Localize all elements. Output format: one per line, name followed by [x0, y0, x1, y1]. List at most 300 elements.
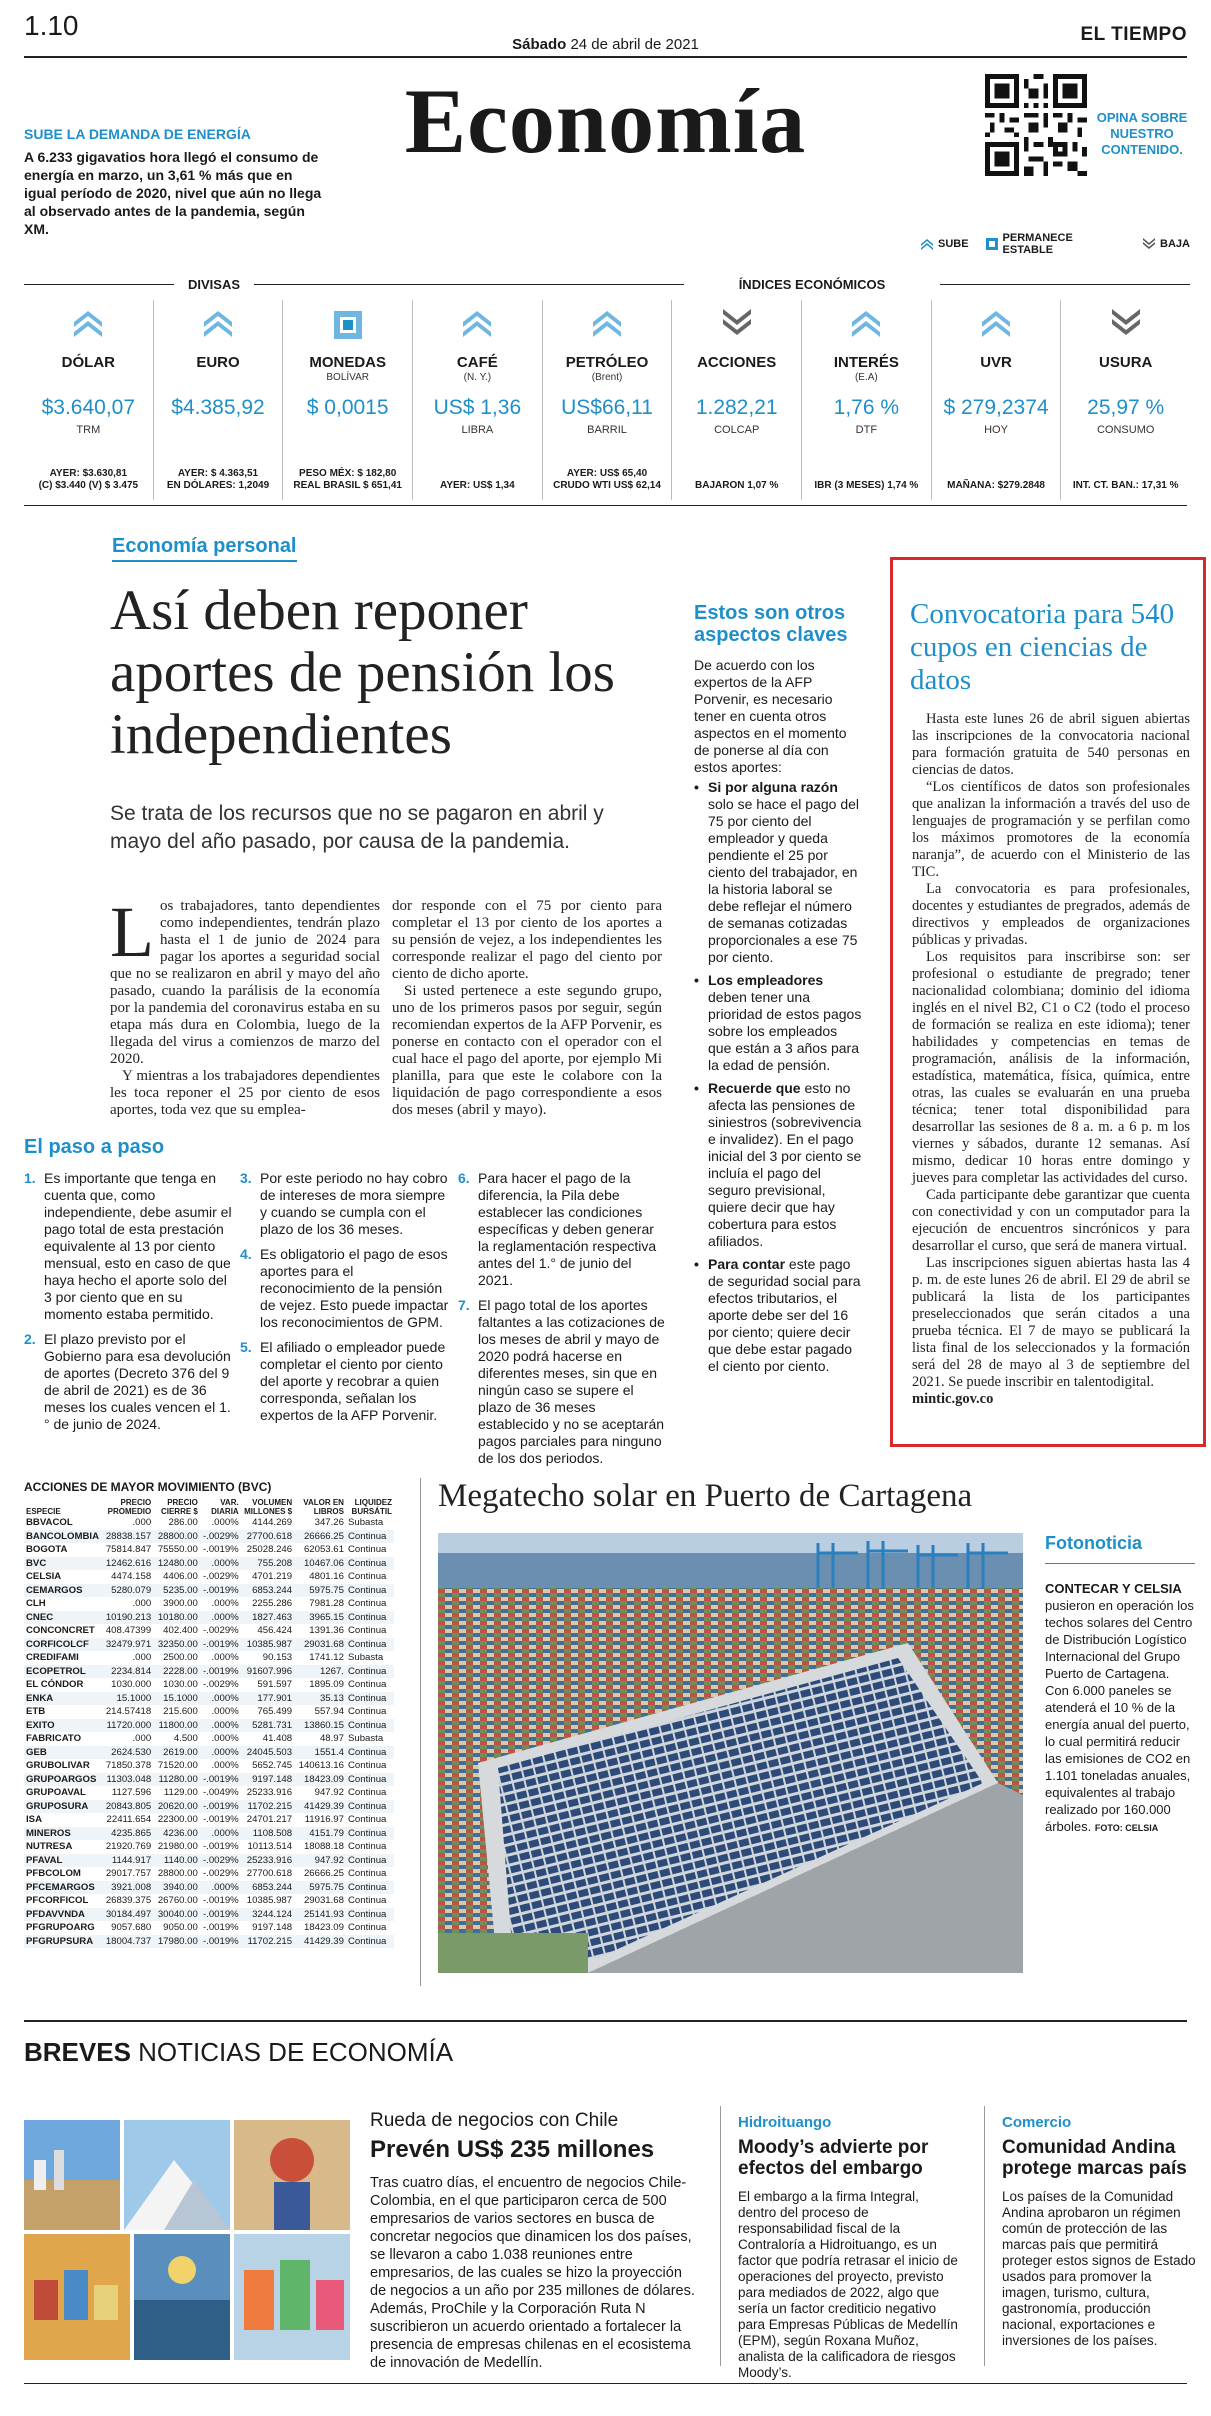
footer-rule: [24, 2383, 1187, 2384]
bvc-cell: 27700.618: [246, 1530, 293, 1542]
bvc-cell: 22411.654: [106, 1814, 152, 1825]
alert-body: A 6.233 gigavatios hora llegó el consumo de energía en marzo, un 3,61 % más que en igual período de 2020, nivel que aún no llega al observado antes de la pandemia, según XM.: [24, 149, 322, 237]
bvc-cell: ENKA: [26, 1692, 54, 1704]
step-number: 4.: [240, 1246, 252, 1262]
bvc-table-block: [24, 1480, 394, 1948]
bvc-cell: -.0049%: [202, 1787, 239, 1798]
steps-title: El paso a paso: [24, 1136, 165, 1158]
bvc-cell: 29017.757: [105, 1868, 152, 1879]
bvc-cell: 557.94: [314, 1706, 344, 1717]
indicator-footer: [543, 468, 672, 492]
indices-rule-right: [940, 284, 1190, 285]
indicator-sub: (Brent): [591, 372, 623, 383]
bvc-cell: -.0019%: [202, 1841, 239, 1852]
bvc-cell: 41429.39: [303, 1800, 344, 1812]
stable-icon: [985, 238, 999, 250]
table-row: [24, 1651, 394, 1665]
bvc-header-cell: VOLUMEN MILLONES $: [244, 1498, 293, 1516]
table-row: [24, 1570, 394, 1584]
bvc-cell: 20843.805: [105, 1800, 152, 1812]
bvc-cell: BANCOLOMBIA: [26, 1530, 100, 1542]
bvc-cell: CEMARGOS: [26, 1584, 83, 1596]
bvc-cell: 18423.09: [303, 1773, 344, 1785]
bvc-cell: 11702.215: [247, 1935, 293, 1947]
aspects-intro: De acuerdo con los expertos de la AFP Porvenir, es necesario tener en cuenta otros aspectos en el momento de ponerse al día con estos aportes:: [694, 657, 847, 775]
column-divider: [420, 1478, 421, 1986]
aspects-list: [694, 779, 864, 1381]
bvc-cell: CREDIFAMI: [26, 1652, 79, 1663]
bvc-cell: 2255.286: [252, 1598, 293, 1609]
bvc-cell: 5652.745: [252, 1760, 293, 1771]
bvc-cell: 1895.09: [309, 1679, 344, 1690]
bvc-cell: GRUPOAVAL: [26, 1787, 86, 1798]
bvc-cell: 11280.00: [158, 1773, 198, 1785]
table-row: [24, 1705, 394, 1719]
bvc-cell: 11916.97: [304, 1814, 344, 1825]
bvc-cell: 2234.814: [111, 1665, 152, 1677]
chile-collage-image: [24, 2120, 350, 2360]
bvc-cell: MINEROS: [26, 1827, 71, 1839]
step-item: [240, 1339, 450, 1424]
breves-title: BREVES: [24, 2037, 131, 2067]
bvc-cell: Continua: [347, 1827, 387, 1839]
indicator-café: [413, 300, 543, 500]
indicator-footer-line: AYER: US$ 1,34: [440, 480, 515, 491]
table-row: [24, 1692, 394, 1706]
bvc-cell: 28800.00: [157, 1868, 198, 1879]
article-kicker: Economía personal: [112, 535, 297, 562]
bvc-cell: .000: [132, 1733, 152, 1744]
indices-label: ÍNDICES ECONÓMICOS: [738, 277, 886, 292]
bvc-cell: 5280.079: [111, 1584, 152, 1596]
article-col2-text: dor responde con el 75 por ciento para completar el 13 por ciento de los aportes a su pensión de vejez, a los independientes les corresponde realizar el pago del ciento por ciento de dicho aporte.: [392, 898, 662, 982]
step-item: [24, 1170, 234, 1323]
step-number: 2.: [24, 1331, 36, 1347]
fotonoticia-rule: [1045, 1563, 1195, 1564]
bvc-cell: Continua: [347, 1922, 387, 1933]
bullet-icon: •: [694, 1080, 699, 1096]
bvc-table-body: [24, 1516, 394, 1948]
indicator-name: INTERÉS: [833, 354, 899, 371]
table-row: [24, 1611, 394, 1625]
aspect-text: [708, 1080, 864, 1250]
bvc-cell: 24701.217: [246, 1814, 293, 1825]
divisas-rule-right: [254, 284, 684, 285]
indicator-name: CAFÉ: [456, 354, 498, 371]
fotonoticia-body: [1045, 1580, 1195, 1837]
step-item: [458, 1170, 668, 1289]
indicator-sub: [24, 372, 153, 384]
convocatoria-paragraph: “Los científicos de datos son profesionales que analizan la información a través del uso de lenguajes de programación y se perfilan como los máximos promotores de la economía naranja”, de acuerdo con el Ministerio de las TIC.: [912, 779, 1190, 880]
bvc-cell: 1140.00: [163, 1854, 198, 1866]
indicator-name: USURA: [1099, 354, 1153, 371]
indicator-value: 25,97 %: [1087, 396, 1165, 419]
indicator-interés: [802, 300, 932, 500]
bvc-cell: EXITO: [26, 1719, 55, 1731]
bvc-cell: 25233.916: [246, 1787, 293, 1798]
bvc-header-cell: ESPECIE: [26, 1507, 61, 1516]
legend-down-label: BAJA: [1160, 238, 1190, 250]
bvc-cell: -.0029%: [202, 1571, 239, 1582]
bvc-cell: Continua: [347, 1760, 387, 1771]
aspect-body: deben tener una prioridad de estos pagos sobre los empleados que están a 3 años para la edad de pensión.: [708, 989, 862, 1073]
table-row: [24, 1557, 394, 1571]
bvc-cell: 26839.375: [105, 1895, 152, 1906]
aspect-item: [694, 972, 864, 1074]
bvc-cell: 2500.00: [163, 1652, 198, 1663]
bvc-cell: 2624.530: [111, 1746, 152, 1758]
convocatoria-paragraph: Cada participante debe garantizar que cuenta con conectividad y con un computador para la ejecución de encuentros sincrónicos y para desarrollar el curso, que será de manera virtual.: [912, 1187, 1190, 1254]
fotonoticia-title: Fotonoticia: [1045, 1533, 1142, 1553]
bullet-icon: •: [694, 972, 699, 988]
bvc-cell: 4.500: [173, 1733, 198, 1744]
indicator-unit: HOY: [984, 424, 1008, 436]
comercio-body: Los países de la Comunidad Andina aprobaron un régimen común de protección de las marcas país que permitirá proteger estos signos de Estado usados para promover la imagen, turismo, cultura, gastronomía, producción nacional, exportaciones e inversiones de los países.: [1002, 2189, 1196, 2348]
bvc-cell: 765.499: [257, 1706, 293, 1717]
article-col2-text-2: Si usted pertenece a este segundo grupo, uno de los primeros pasos por seguir, según recomiendan expertos de la AFP Porvenir, es ponerse en contacto con el operador con el cual hace el pago del aporte, por ejemplo Mi planilla, para que este le colabore con la liquidación de pago correspondiente a esos dos meses (abril y mayo).: [392, 983, 662, 1118]
bvc-cell: 75550.00: [157, 1544, 198, 1555]
indicator-sub: [1061, 372, 1190, 384]
indicator-petróleo: [543, 300, 673, 500]
trend-stable-icon: [283, 300, 412, 340]
bvc-cell: 20620.00: [157, 1800, 198, 1812]
bvc-cell: 17980.00: [157, 1935, 198, 1947]
bvc-cell: BOGOTA: [26, 1544, 68, 1555]
step-item: [458, 1297, 668, 1467]
aspect-lead: Recuerde que: [708, 1080, 801, 1096]
steps-column-1: [24, 1170, 234, 1441]
indicator-sub: [154, 372, 283, 384]
bvc-cell: Continua: [347, 1544, 387, 1555]
bvc-cell: Continua: [347, 1692, 387, 1704]
legend-stable: [985, 232, 1126, 256]
bvc-cell: .000: [132, 1517, 152, 1528]
bvc-table: [24, 1498, 394, 1948]
table-row: [24, 1773, 394, 1787]
bvc-cell: Continua: [347, 1881, 387, 1893]
aspect-text: [708, 779, 864, 966]
bvc-cell: PFCEMARGOS: [26, 1881, 95, 1893]
solar-roof-photo: [438, 1533, 1023, 1973]
bvc-cell: 41429.39: [303, 1935, 344, 1947]
bvc-cell: 9197.148: [252, 1773, 293, 1785]
bvc-cell: -.0029%: [202, 1679, 239, 1690]
indicator-name: DÓLAR: [61, 354, 115, 371]
bvc-cell: 456.424: [257, 1625, 293, 1636]
table-row: [24, 1921, 394, 1935]
bvc-cell: 1030.00: [163, 1679, 198, 1690]
steps-column-2: [240, 1170, 450, 1432]
bvc-cell: -.0019%: [202, 1800, 239, 1812]
bvc-cell: Continua: [347, 1746, 387, 1758]
indicator-footer: [154, 468, 283, 492]
bvc-cell: Continua: [347, 1665, 387, 1677]
bvc-header-cell: PRECIO PROMEDIO: [107, 1498, 152, 1516]
bvc-cell: 91607.996: [246, 1665, 293, 1677]
bvc-cell: Continua: [347, 1557, 387, 1569]
bvc-cell: PFDAVVNDA: [26, 1908, 85, 1920]
bvc-cell: 6853.244: [252, 1881, 293, 1893]
arrow-down-icon: [1142, 238, 1156, 250]
qr-code[interactable]: [985, 74, 1087, 176]
indicator-footer-line: IBR (3 MESES) 1,74 %: [814, 480, 919, 491]
indicator-footer: [802, 480, 931, 492]
bvc-cell: 18423.09: [303, 1922, 344, 1933]
bvc-cell: 4151.79: [309, 1827, 344, 1839]
bvc-cell: 947.92: [314, 1854, 344, 1866]
bvc-cell: 62053.61: [303, 1544, 344, 1555]
arrow-up-icon: [920, 238, 934, 250]
table-row: [24, 1935, 394, 1949]
bvc-cell: 1267.: [319, 1665, 344, 1677]
bvc-cell: 3921.008: [111, 1881, 152, 1893]
indicator-footer-line: (C) $3.440 (V) $ 3.475: [38, 480, 139, 491]
page-number: 1.10: [24, 10, 79, 41]
article-column-2: [392, 898, 662, 1119]
bvc-cell: -.0029%: [202, 1854, 239, 1866]
step-text: El afiliado o empleador puede completar el ciento por ciento del aporte y recobrar a quien corresponda, señalan los expertos de la AFP Porvenir.: [260, 1339, 446, 1423]
table-row: [24, 1543, 394, 1557]
bvc-cell: PFCORFICOL: [26, 1895, 89, 1906]
bvc-cell: -.0019%: [202, 1922, 239, 1933]
indicator-value: $4.385,92: [171, 396, 265, 419]
table-row: [24, 1867, 394, 1881]
comercio-brief: [1002, 2114, 1196, 2349]
indicator-unit: LIBRA: [461, 424, 494, 436]
bvc-cell: 1827.463: [252, 1611, 293, 1623]
bvc-cell: 13860.15: [303, 1719, 344, 1731]
bvc-cell: -.0029%: [202, 1530, 239, 1542]
indicator-name: PETRÓLEO: [565, 354, 649, 371]
bvc-cell: 48.97: [319, 1733, 344, 1744]
bvc-cell: 25141.93: [303, 1908, 344, 1920]
article-headline: Así deben reponer aportes de pensión los independientes: [110, 579, 615, 766]
convocatoria-link[interactable]: mintic.gov.co: [912, 1391, 994, 1407]
article-col1-text-2: Y mientras a los trabajadores dependientes les toca reponer el 25 por ciento de esos aportes, toda vez que su emplea-: [110, 1068, 380, 1118]
bvc-cell: -.0029%: [202, 1868, 239, 1879]
bvc-cell: GRUPOARGOS: [26, 1773, 97, 1785]
bvc-cell: 1741.12: [309, 1652, 344, 1663]
bvc-cell: 32350.00: [157, 1638, 198, 1650]
bvc-cell: 3244.124: [252, 1908, 293, 1920]
bvc-cell: .000%: [211, 1746, 239, 1758]
indicator-unit: CONSUMO: [1096, 424, 1155, 436]
bvc-cell: Continua: [347, 1571, 387, 1582]
bvc-cell: 10180.00: [157, 1611, 198, 1623]
indicator-footer: [24, 468, 153, 492]
bvc-cell: CLH: [26, 1598, 46, 1609]
bvc-cell: 1030.000: [111, 1679, 152, 1690]
trend-up-icon: [932, 300, 1061, 340]
bvc-cell: 15.1000: [163, 1692, 198, 1704]
indicator-monedas: [283, 300, 413, 500]
indicator-footer-line: REAL BRASIL $ 651,41: [293, 480, 402, 491]
bvc-cell: 755.208: [257, 1557, 293, 1569]
bvc-cell: 286.00: [168, 1517, 198, 1528]
bvc-cell: PFGRUPOARG: [26, 1922, 95, 1933]
bvc-cell: 71850.378: [105, 1760, 152, 1771]
bvc-cell: 10190.213: [105, 1611, 152, 1623]
bvc-cell: 29031.68: [303, 1895, 344, 1906]
bvc-cell: -.0019%: [202, 1908, 239, 1920]
bvc-header-row: [24, 1498, 394, 1516]
indicator-sub: BOLÍVAR: [326, 372, 369, 383]
bvc-cell: Subasta: [347, 1733, 384, 1744]
bvc-cell: 347.26: [314, 1517, 344, 1528]
bvc-cell: 947.92: [314, 1787, 344, 1798]
breves-subtitle: NOTICIAS DE ECONOMÍA: [138, 2037, 454, 2067]
bvc-cell: 140613.16: [298, 1760, 344, 1771]
aspect-item: [694, 779, 864, 966]
bvc-cell: .000%: [211, 1760, 239, 1771]
table-row: [24, 1597, 394, 1611]
table-row: [24, 1827, 394, 1841]
indicators-strip: [24, 300, 1190, 500]
bvc-cell: .000%: [211, 1827, 239, 1839]
breves-divider-1: [720, 2106, 721, 2366]
table-row: [24, 1678, 394, 1692]
table-row: [24, 1665, 394, 1679]
step-text: Es obligatorio el pago de esos aportes para el reconocimiento de la pensión de vejez. Esto puede impactar los reconocimientos de GPM.: [260, 1246, 449, 1330]
bvc-cell: -.0029%: [202, 1625, 239, 1636]
bvc-cell: 26760.00: [157, 1895, 198, 1906]
bvc-cell: Continua: [347, 1584, 387, 1596]
bvc-cell: 41.408: [262, 1733, 293, 1744]
indicator-sub: (N. Y.): [463, 372, 492, 383]
indicator-footer-line: MAÑANA: $279.2848: [947, 480, 1045, 491]
bvc-cell: NUTRESA: [26, 1841, 73, 1852]
indicator-footer-line: AYER: $3.630,81: [49, 468, 128, 479]
bvc-cell: -.0019%: [202, 1773, 239, 1785]
aspect-lead: Los empleadores: [708, 972, 824, 988]
bvc-cell: 18004.737: [105, 1935, 152, 1947]
indicator-value: $ 0,0015: [306, 396, 389, 419]
bvc-cell: 35.13: [319, 1692, 344, 1704]
bvc-cell: 3900.00: [163, 1598, 198, 1609]
indicator-footer-line: INT. CT. BAN.: 17,31 %: [1072, 480, 1179, 491]
aspect-lead: Para contar: [708, 1256, 786, 1272]
indicator-value: $3.640,07: [41, 396, 136, 419]
bvc-cell: 21920.769: [105, 1841, 152, 1852]
trend-down-icon: [1061, 300, 1190, 340]
indicator-name: UVR: [980, 354, 1012, 371]
bvc-cell: 1129.00: [163, 1787, 198, 1798]
table-row: [24, 1624, 394, 1638]
bvc-cell: PFBCOLOM: [26, 1868, 81, 1879]
bvc-cell: 25028.246: [246, 1544, 293, 1555]
indicator-unit: TRM: [76, 424, 101, 436]
convocatoria-paragraph: La convocatoria es para profesionales, docentes y estudiantes de pregrados, además de directivos y empleados de organizaciones públicas y privadas.: [912, 881, 1190, 948]
bvc-cell: 18088.18: [303, 1841, 344, 1852]
bvc-cell: 1108.508: [252, 1827, 293, 1839]
indicator-footer-line: AYER: US$ 65,40: [566, 468, 648, 479]
table-row: [24, 1800, 394, 1814]
bvc-cell: .000: [132, 1652, 152, 1663]
bvc-cell: BVC: [26, 1557, 47, 1569]
bvc-cell: .000: [132, 1598, 152, 1609]
bvc-cell: CONCONCRET: [26, 1625, 95, 1636]
bvc-cell: 9197.148: [252, 1922, 293, 1933]
aspect-text: [708, 972, 864, 1074]
trend-up-icon: [543, 300, 672, 340]
bvc-cell: 27700.618: [246, 1868, 293, 1879]
table-row: [24, 1759, 394, 1773]
bvc-cell: 71520.00: [157, 1760, 198, 1771]
bvc-cell: 12462.616: [105, 1557, 152, 1569]
indicator-footer: [413, 480, 542, 492]
issue-date: [0, 36, 1211, 53]
table-row: [24, 1840, 394, 1854]
bvc-cell: Subasta: [347, 1652, 384, 1663]
bvc-cell: ISA: [26, 1814, 42, 1825]
bullet-icon: •: [694, 1256, 699, 1272]
comercio-headline: Comunidad Andina protege marcas país: [1002, 2137, 1187, 2179]
aspect-item: [694, 1080, 864, 1250]
indicators-bottom-rule: [24, 505, 1187, 506]
step-text: El plazo previsto por el Gobierno para esa devolución de aportes (Decreto 376 del 9 de abril de 2021) es de 36 meses los cuales vencen el 1.° de junio de 2024.: [44, 1331, 231, 1432]
indicator-value: US$66,11: [561, 396, 653, 419]
bvc-cell: 21980.00: [157, 1841, 198, 1852]
bvc-cell: Continua: [347, 1706, 387, 1717]
table-row: [24, 1516, 394, 1530]
indicator-unit: COLCAP: [714, 424, 760, 436]
hidro-headline: Moody’s advierte por efectos del embargo: [738, 2137, 929, 2179]
indicator-sub: [932, 372, 1061, 384]
step-item: [240, 1246, 450, 1331]
bvc-cell: Continua: [347, 1895, 387, 1906]
bvc-cell: 15.1000: [116, 1692, 152, 1704]
legend-down: [1142, 232, 1190, 256]
trend-up-icon: [802, 300, 931, 340]
steps-column-3: [458, 1170, 668, 1475]
bvc-cell: -.0019%: [202, 1544, 239, 1555]
bvc-cell: -.0019%: [202, 1814, 239, 1825]
bvc-cell: 25233.916: [246, 1854, 293, 1866]
bvc-cell: 5235.00: [163, 1584, 198, 1596]
table-row: [24, 1719, 394, 1733]
indicator-footer-line: AYER: $ 4.363,51: [177, 468, 259, 479]
legend-up-label: SUBE: [938, 238, 969, 250]
hidro-kicker: Hidroituango: [738, 2114, 832, 2131]
bvc-cell: -.0019%: [202, 1665, 239, 1677]
bvc-cell: 5281.731: [252, 1719, 293, 1731]
indicator-footer-line: BAJARON 1,07 %: [695, 480, 779, 491]
step-item: [24, 1331, 234, 1433]
bvc-cell: 402.400: [163, 1625, 198, 1636]
bvc-cell: 29031.68: [303, 1638, 344, 1650]
bvc-cell: 24045.503: [246, 1746, 293, 1758]
bvc-cell: 7981.28: [309, 1598, 344, 1609]
bvc-cell: Continua: [347, 1908, 387, 1920]
table-row: [24, 1813, 394, 1827]
step-number: 6.: [458, 1170, 470, 1186]
indicator-euro: [154, 300, 284, 500]
bvc-cell: 30040.00: [157, 1908, 198, 1920]
bvc-cell: 12480.00: [157, 1557, 198, 1569]
bvc-title: ACCIONES DE MAYOR MOVIMIENTO (BVC): [24, 1480, 272, 1494]
step-text: Por este periodo no hay cobro de intereses de mora siempre y cuando se cumpla con el plazo de los 36 meses.: [260, 1170, 448, 1237]
table-row: [24, 1908, 394, 1922]
aspect-body: este pago de seguridad social para efectos tributarios, el aporte debe ser del 16 por ciento; quiere decir que debe estar pagado el ciento por ciento.: [708, 1256, 861, 1374]
rueda-headline: Prevén US$ 235 millones: [370, 2136, 655, 2163]
bvc-cell: Continua: [347, 1679, 387, 1690]
convocatoria-paragraph: Hasta este lunes 26 de abril siguen abiertas las inscripciones de la convocatoria nacional para formación gratuita de 540 personas en ciencias de datos.: [912, 711, 1190, 778]
bvc-cell: GEB: [26, 1746, 47, 1758]
bvc-cell: 11800.00: [158, 1719, 198, 1731]
indicator-name: ACCIONES: [697, 354, 777, 371]
bvc-header-cell: PRECIO CIERRE $: [160, 1498, 198, 1516]
indicator-name: EURO: [196, 354, 240, 371]
